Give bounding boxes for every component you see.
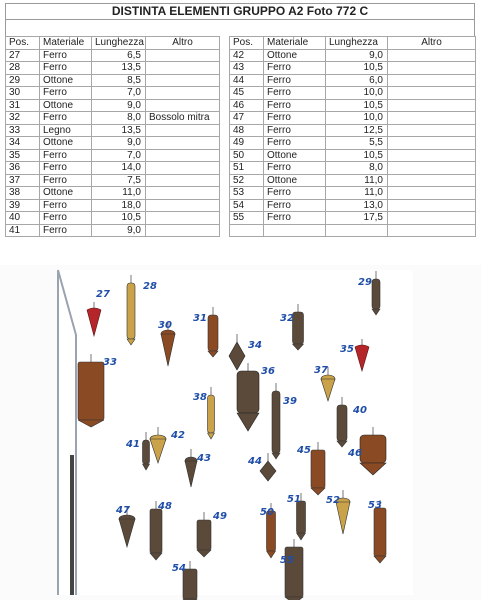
plumb-bob-46 [360,435,386,463]
plumb-bob-28 [127,283,135,339]
lunghezza-cell-right: 12,5 [326,124,388,137]
materiale-cell-left: Ottone [40,74,92,87]
header-lunghezza-right: Lunghezza [326,37,388,50]
photo-label-51: 51 [287,494,301,505]
pos-cell-right [230,224,264,237]
column-separator [220,37,230,50]
photo-label-52: 52 [326,495,340,506]
altro-cell-right [388,212,476,225]
column-separator [220,87,230,100]
column-separator [220,187,230,200]
plumb-bob-29 [372,279,380,309]
column-separator [220,112,230,125]
photo-label-29: 29 [358,277,372,288]
altro-cell-left [146,137,220,150]
materiale-cell-left: Ottone [40,187,92,200]
photo-label-41: 41 [126,439,140,450]
altro-cell-left [146,99,220,112]
materiale-cell-right: Ferro [264,112,326,125]
lunghezza-cell-right: 10,0 [326,87,388,100]
altro-cell-right [388,74,476,87]
table-row [6,149,476,162]
altro-cell-right [388,199,476,212]
header-materiale-right: Materiale [264,37,326,50]
lunghezza-cell-right: 11,0 [326,174,388,187]
altro-cell-left [146,162,220,175]
pos-cell-left: 34 [6,137,40,150]
photo-label-47: 47 [116,505,130,516]
materiale-cell-left: Legno [40,124,92,137]
pos-cell-right: 42 [230,49,264,62]
plumb-bob-40 [337,405,347,441]
lunghezza-cell-left: 14,0 [92,162,146,175]
lunghezza-cell-right [326,224,388,237]
altro-cell-left [146,62,220,75]
table-row [6,99,476,112]
pos-cell-right: 52 [230,174,264,187]
materiale-cell-right: Ferro [264,137,326,150]
lunghezza-cell-left: 6,5 [92,49,146,62]
lunghezza-cell-right: 10,0 [326,112,388,125]
pos-cell-right: 45 [230,87,264,100]
photo-label-35: 35 [340,344,354,355]
materiale-cell-left: Ferro [40,162,92,175]
pos-cell-left: 32 [6,112,40,125]
materiale-cell-right [264,224,326,237]
lunghezza-cell-right: 10,5 [326,99,388,112]
pos-cell-left: 30 [6,87,40,100]
altro-cell-right [388,137,476,150]
plumb-bob-48 [150,509,162,553]
photo-label-28: 28 [143,281,157,292]
column-separator [220,224,230,237]
photo-label-50: 50 [260,507,274,518]
pos-cell-left: 29 [6,74,40,87]
photo-label-39: 39 [283,396,297,407]
sheet-title: DISTINTA ELEMENTI GRUPPO A2 Foto 772 C [5,3,475,19]
materiale-cell-left: Ferro [40,212,92,225]
header-altro-right: Altro [388,37,476,50]
photo-label-49: 49 [213,511,227,522]
table-row [6,124,476,137]
photo-label-54: 54 [172,563,186,574]
altro-cell-right [388,162,476,175]
header-materiale-left: Materiale [40,37,92,50]
plumb-bob-41 [143,440,150,464]
materiale-cell-right: Ferro [264,62,326,75]
header-altro-left: Altro [146,37,220,50]
table-row [6,137,476,150]
lunghezza-cell-left: 9,0 [92,137,146,150]
lunghezza-cell-right: 10,5 [326,149,388,162]
column-separator [220,74,230,87]
materiale-cell-right: Ferro [264,74,326,87]
photo-label-36: 36 [261,366,275,377]
photo-label-32: 32 [280,313,294,324]
column-separator [220,149,230,162]
altro-cell-right [388,112,476,125]
photo-label-46: 46 [348,448,362,459]
plumb-bob-33 [78,362,104,420]
materiale-cell-right: Ottone [264,174,326,187]
photo-label-43: 43 [197,453,211,464]
plumb-bob-45 [311,450,325,488]
table-row [6,224,476,237]
lunghezza-cell-right: 5,5 [326,137,388,150]
altro-cell-left [146,124,220,137]
pos-cell-right: 48 [230,124,264,137]
table-body [6,49,476,237]
materiale-cell-left: Ottone [40,137,92,150]
photo-label-33: 33 [103,357,117,368]
pos-cell-right: 49 [230,137,264,150]
materiale-cell-right: Ferro [264,99,326,112]
materiale-cell-right: Ottone [264,149,326,162]
parts-list-sheet [5,3,475,237]
photo-label-27: 27 [96,289,110,300]
altro-cell-right [388,62,476,75]
altro-cell-left [146,212,220,225]
pos-cell-right: 50 [230,149,264,162]
header-pos-right: Pos. [230,37,264,50]
plumb-bob-39 [272,391,280,453]
lunghezza-cell-left: 9,0 [92,224,146,237]
plumb-bob-36 [237,371,259,413]
plumb-bob-49 [197,520,211,550]
photo-label-40: 40 [353,405,367,416]
title-spacer-row [5,19,475,36]
column-separator [220,137,230,150]
table-row [6,112,476,125]
parts-table [5,36,476,237]
materiale-cell-left: Ferro [40,87,92,100]
photo-label-55: 55 [280,555,294,566]
materiale-cell-left: Ferro [40,149,92,162]
display-board [58,270,413,595]
table-row [6,174,476,187]
materiale-cell-left: Ferro [40,224,92,237]
table-row [6,199,476,212]
lunghezza-cell-left: 8,5 [92,74,146,87]
materiale-cell-left: Ferro [40,62,92,75]
pos-cell-right: 43 [230,62,264,75]
materiale-cell-right: Ferro [264,162,326,175]
column-separator [220,124,230,137]
table-row [6,49,476,62]
photo-label-44: 44 [248,456,262,467]
materiale-cell-left: Ferro [40,112,92,125]
altro-cell-right [388,49,476,62]
altro-cell-left [146,224,220,237]
altro-cell-left [146,174,220,187]
table-row [6,187,476,200]
plumb-bob-32 [293,312,304,344]
column-separator [220,162,230,175]
pos-cell-right: 44 [230,74,264,87]
materiale-cell-right: Ferro [264,124,326,137]
pos-cell-right: 53 [230,187,264,200]
lunghezza-cell-right: 10,5 [326,62,388,75]
column-separator [220,49,230,62]
altro-cell-left [146,49,220,62]
lunghezza-cell-right: 8,0 [326,162,388,175]
photo-label-42: 42 [171,430,185,441]
pos-cell-left: 27 [6,49,40,62]
altro-cell-right [388,149,476,162]
pos-cell-right: 55 [230,212,264,225]
lunghezza-cell-right: 6,0 [326,74,388,87]
pos-cell-left: 39 [6,199,40,212]
column-separator [220,62,230,75]
altro-cell-right [388,174,476,187]
lunghezza-cell-left: 18,0 [92,199,146,212]
pos-cell-left: 35 [6,149,40,162]
pos-cell-right: 51 [230,162,264,175]
altro-cell-right [388,224,476,237]
pos-cell-left: 33 [6,124,40,137]
column-separator [220,212,230,225]
pos-cell-left: 31 [6,99,40,112]
plumb-bob-31 [208,315,218,351]
pos-cell-left: 41 [6,224,40,237]
altro-cell-left: Bossolo mitra [146,112,220,125]
lunghezza-cell-right: 17,5 [326,212,388,225]
table-row [6,162,476,175]
lunghezza-cell-left: 9,0 [92,99,146,112]
pos-cell-left: 28 [6,62,40,75]
pos-cell-right: 46 [230,99,264,112]
photo-label-38: 38 [193,392,207,403]
lunghezza-cell-left: 13,5 [92,124,146,137]
materiale-cell-right: Ferro [264,199,326,212]
materiale-cell-left: Ferro [40,199,92,212]
column-separator [220,174,230,187]
altro-cell-right [388,87,476,100]
header-lunghezza-left: Lunghezza [92,37,146,50]
lunghezza-cell-left: 10,5 [92,212,146,225]
lunghezza-cell-left: 7,5 [92,174,146,187]
photo-plumb-bobs [0,265,481,600]
table-header-row [6,37,476,50]
materiale-cell-right: Ferro [264,87,326,100]
altro-cell-right [388,99,476,112]
materiale-cell-right: Ferro [264,212,326,225]
lunghezza-cell-left: 13,5 [92,62,146,75]
lunghezza-cell-left: 11,0 [92,187,146,200]
table-row [6,74,476,87]
materiale-cell-right: Ottone [264,49,326,62]
materiale-cell-left: Ferro [40,49,92,62]
pos-cell-left: 36 [6,162,40,175]
pos-cell-left: 38 [6,187,40,200]
table-row [6,212,476,225]
materiale-cell-right: Ferro [264,187,326,200]
column-separator [220,99,230,112]
altro-cell-right [388,187,476,200]
photo-label-34: 34 [248,340,262,351]
altro-cell-left [146,199,220,212]
altro-cell-left [146,87,220,100]
photo-label-30: 30 [158,320,172,331]
lunghezza-cell-left: 8,0 [92,112,146,125]
altro-cell-left [146,149,220,162]
materiale-cell-left: Ferro [40,174,92,187]
photo-label-37: 37 [314,365,328,376]
plumb-bob-illustration [0,265,481,600]
lunghezza-cell-right: 13,0 [326,199,388,212]
photo-label-48: 48 [158,501,172,512]
photo-label-53: 53 [368,500,382,511]
pos-cell-left: 37 [6,174,40,187]
pos-cell-left: 40 [6,212,40,225]
table-row [6,87,476,100]
table-row [6,62,476,75]
lunghezza-cell-right: 9,0 [326,49,388,62]
altro-cell-left [146,74,220,87]
pos-cell-right: 54 [230,199,264,212]
plumb-bob-38 [208,395,215,433]
lunghezza-cell-left: 7,0 [92,149,146,162]
plumb-bob-53 [374,508,386,556]
photo-label-45: 45 [297,445,311,456]
column-separator [220,199,230,212]
lunghezza-cell-left: 7,0 [92,87,146,100]
lunghezza-cell-right: 11,0 [326,187,388,200]
altro-cell-left [146,187,220,200]
header-pos-left: Pos. [6,37,40,50]
photo-label-31: 31 [193,313,207,324]
plumb-bob-51 [297,501,306,533]
materiale-cell-left: Ottone [40,99,92,112]
altro-cell-right [388,124,476,137]
pos-cell-right: 47 [230,112,264,125]
